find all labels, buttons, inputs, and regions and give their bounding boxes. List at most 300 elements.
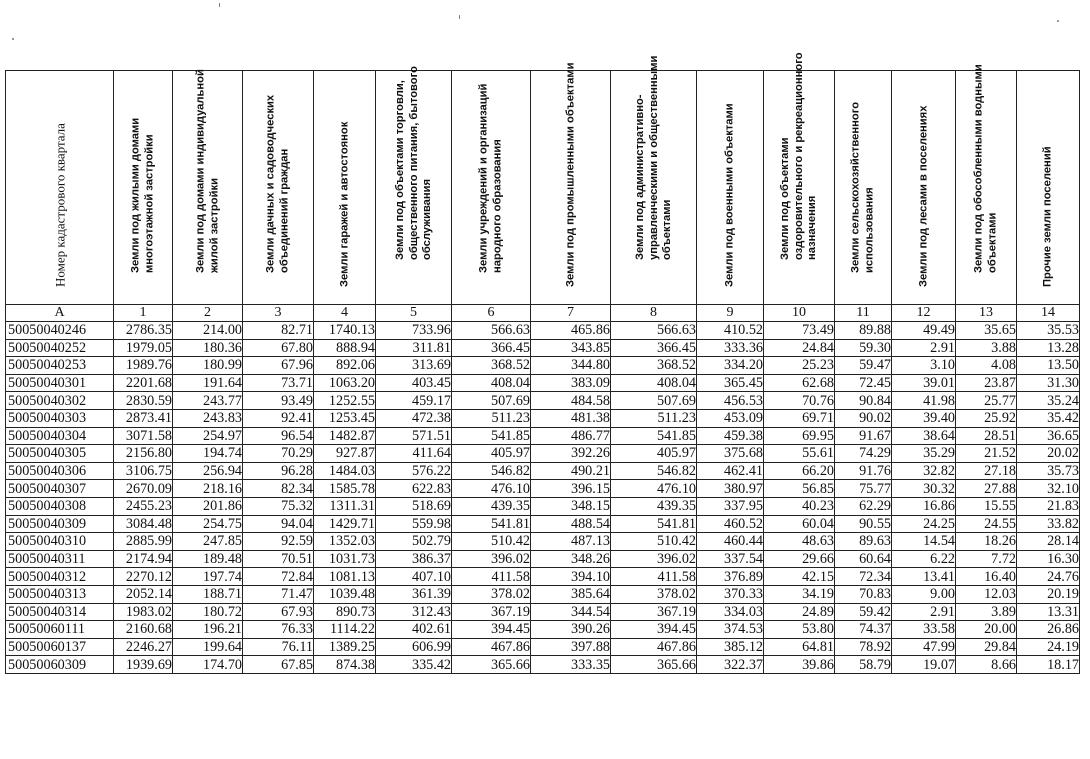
table-row [6,638,1080,656]
cadastral-number-cell: 50050040305 [6,445,114,463]
value-cell: 1979.05 [114,339,173,357]
value-cell: 439.35 [611,497,697,515]
value-cell: 21.52 [956,445,1017,463]
value-cell: 25.77 [956,392,1017,410]
value-cell: 39.01 [892,374,956,392]
header-label: Земли под военными объектами [723,102,736,287]
table-body [6,322,1080,674]
cadastral-number-cell: 50050040312 [6,568,114,586]
value-cell: 41.98 [892,392,956,410]
value-cell: 510.42 [611,533,697,551]
value-cell: 14.54 [892,533,956,551]
value-cell: 71.47 [243,585,314,603]
value-cell: 453.09 [697,409,764,427]
value-cell: 180.99 [173,357,243,375]
scan-speck [12,38,14,40]
value-cell: 256.94 [173,462,243,480]
value-cell: 394.45 [611,621,697,639]
value-cell: 13.50 [1017,357,1080,375]
value-cell: 518.69 [376,497,452,515]
column-index-cell: 2 [173,305,243,322]
value-cell: 390.26 [531,621,611,639]
header-cadastral-number [6,71,114,305]
value-cell: 365.66 [611,656,697,674]
value-cell: 191.64 [173,374,243,392]
value-cell: 405.97 [611,445,697,463]
value-cell: 606.99 [376,638,452,656]
header-row [6,71,1080,305]
value-cell: 3.10 [892,357,956,375]
value-cell: 378.02 [452,585,531,603]
value-cell: 6.22 [892,550,956,568]
value-cell: 35.53 [1017,322,1080,340]
column-index-cell: A [6,305,114,322]
value-cell: 180.36 [173,339,243,357]
value-cell: 337.54 [697,550,764,568]
value-cell: 174.70 [173,656,243,674]
value-cell: 333.35 [531,656,611,674]
value-cell: 368.52 [452,357,531,375]
value-cell: 2201.68 [114,374,173,392]
value-cell: 476.10 [452,480,531,498]
value-cell: 334.20 [697,357,764,375]
value-cell: 58.79 [835,656,892,674]
value-cell: 2830.59 [114,392,173,410]
value-cell: 48.63 [764,533,835,551]
value-cell: 541.85 [452,427,531,445]
table-row [6,409,1080,427]
value-cell: 247.85 [173,533,243,551]
value-cell: 82.71 [243,322,314,340]
header-label: Земли под административно-управленческими и общественными объектами [633,55,673,260]
value-cell: 93.49 [243,392,314,410]
table-row [6,322,1080,340]
value-cell: 566.63 [611,322,697,340]
cadastral-number-cell: 50050040304 [6,427,114,445]
value-cell: 66.20 [764,462,835,480]
value-cell: 484.58 [531,392,611,410]
header-column-13 [956,64,1017,305]
value-cell: 89.88 [835,322,892,340]
value-cell: 24.84 [764,339,835,357]
value-cell: 374.53 [697,621,764,639]
value-cell: 396.15 [531,480,611,498]
value-cell: 459.38 [697,427,764,445]
value-cell: 1252.55 [314,392,376,410]
value-cell: 243.83 [173,409,243,427]
value-cell: 28.51 [956,427,1017,445]
value-cell: 1311.31 [314,497,376,515]
value-cell: 403.45 [376,374,452,392]
value-cell: 18.17 [1017,656,1080,674]
value-cell: 2.91 [892,339,956,357]
value-cell: 39.40 [892,409,956,427]
value-cell: 392.26 [531,445,611,463]
value-cell: 456.53 [697,392,764,410]
column-index-cell: 14 [1017,305,1080,322]
value-cell: 343.85 [531,339,611,357]
value-cell: 62.29 [835,497,892,515]
value-cell: 874.38 [314,656,376,674]
value-cell: 23.87 [956,374,1017,392]
column-index-cell: 9 [697,305,764,322]
value-cell: 30.32 [892,480,956,498]
header-column-11 [835,71,892,305]
value-cell: 1352.03 [314,533,376,551]
value-cell: 402.61 [376,621,452,639]
value-cell: 8.66 [956,656,1017,674]
value-cell: 380.97 [697,480,764,498]
value-cell: 82.34 [243,480,314,498]
value-cell: 2885.99 [114,533,173,551]
value-cell: 90.02 [835,409,892,427]
value-cell: 2246.27 [114,638,173,656]
value-cell: 62.68 [764,374,835,392]
value-cell: 334.03 [697,603,764,621]
value-cell: 20.02 [1017,445,1080,463]
value-cell: 397.88 [531,638,611,656]
value-cell: 197.74 [173,568,243,586]
cadastral-number-cell: 50050040310 [6,533,114,551]
value-cell: 1114.22 [314,621,376,639]
value-cell: 67.93 [243,603,314,621]
value-cell: 2873.41 [114,409,173,427]
cadastral-number-cell: 50050040307 [6,480,114,498]
value-cell: 13.31 [1017,603,1080,621]
column-index-cell: 12 [892,305,956,322]
value-cell: 3106.75 [114,462,173,480]
header-label: Земли гаражей и автостоянок [337,121,350,287]
value-cell: 378.02 [611,585,697,603]
value-cell: 76.11 [243,638,314,656]
value-cell: 67.80 [243,339,314,357]
value-cell: 32.10 [1017,480,1080,498]
value-cell: 370.33 [697,585,764,603]
value-cell: 2174.94 [114,550,173,568]
value-cell: 405.97 [452,445,531,463]
header-label: Земли под лесами в поселениях [916,105,929,287]
value-cell: 16.40 [956,568,1017,586]
value-cell: 386.37 [376,550,452,568]
value-cell: 13.28 [1017,339,1080,357]
value-cell: 511.23 [611,409,697,427]
value-cell: 1063.20 [314,374,376,392]
value-cell: 218.16 [173,480,243,498]
value-cell: 1253.45 [314,409,376,427]
value-cell: 39.86 [764,656,835,674]
column-index-row [6,305,1080,322]
value-cell: 91.76 [835,462,892,480]
value-cell: 27.88 [956,480,1017,498]
value-cell: 1039.48 [314,585,376,603]
value-cell: 1585.78 [314,480,376,498]
cadastral-number-cell: 50050060137 [6,638,114,656]
value-cell: 196.21 [173,621,243,639]
value-cell: 90.84 [835,392,892,410]
value-cell: 408.04 [611,374,697,392]
column-index-cell: 11 [835,305,892,322]
cadastral-number-cell: 50050040303 [6,409,114,427]
value-cell: 2455.23 [114,497,173,515]
value-cell: 460.52 [697,515,764,533]
value-cell: 25.92 [956,409,1017,427]
header-column-12 [892,71,956,305]
value-cell: 20.00 [956,621,1017,639]
value-cell: 180.72 [173,603,243,621]
value-cell: 367.19 [452,603,531,621]
value-cell: 56.85 [764,480,835,498]
value-cell: 368.52 [611,357,697,375]
value-cell: 24.76 [1017,568,1080,586]
value-cell: 35.29 [892,445,956,463]
value-cell: 1740.13 [314,322,376,340]
value-cell: 3084.48 [114,515,173,533]
header-column-1 [114,71,173,305]
value-cell: 64.81 [764,638,835,656]
table-row [6,427,1080,445]
value-cell: 312.43 [376,603,452,621]
value-cell: 322.37 [697,656,764,674]
value-cell: 199.64 [173,638,243,656]
value-cell: 481.38 [531,409,611,427]
value-cell: 96.54 [243,427,314,445]
value-cell: 541.85 [611,427,697,445]
value-cell: 337.95 [697,497,764,515]
table-row [6,445,1080,463]
value-cell: 507.69 [611,392,697,410]
header-label: Земли под объектами оздоровительного и рекреационного назначения [778,51,818,260]
value-cell: 376.89 [697,568,764,586]
value-cell: 35.73 [1017,462,1080,480]
value-cell: 2.91 [892,603,956,621]
value-cell: 15.55 [956,497,1017,515]
value-cell: 576.22 [376,462,452,480]
value-cell: 47.99 [892,638,956,656]
table-row [6,497,1080,515]
column-index-cell: 8 [611,305,697,322]
value-cell: 89.63 [835,533,892,551]
header-label: Земли сельскохозяйственного использования [849,101,875,273]
table-row [6,392,1080,410]
value-cell: 29.66 [764,550,835,568]
value-cell: 18.26 [956,533,1017,551]
value-cell: 70.76 [764,392,835,410]
column-index-cell: 6 [452,305,531,322]
value-cell: 24.89 [764,603,835,621]
value-cell: 73.71 [243,374,314,392]
value-cell: 35.42 [1017,409,1080,427]
table-row [6,656,1080,674]
value-cell: 385.64 [531,585,611,603]
value-cell: 383.09 [531,374,611,392]
cadastral-number-cell: 50050040309 [6,515,114,533]
table-row [6,480,1080,498]
value-cell: 75.32 [243,497,314,515]
value-cell: 72.34 [835,568,892,586]
value-cell: 70.51 [243,550,314,568]
header-column-9 [697,71,764,305]
table-row [6,339,1080,357]
value-cell: 194.74 [173,445,243,463]
value-cell: 487.13 [531,533,611,551]
value-cell: 1389.25 [314,638,376,656]
value-cell: 90.55 [835,515,892,533]
value-cell: 72.84 [243,568,314,586]
value-cell: 214.00 [173,322,243,340]
value-cell: 67.85 [243,656,314,674]
value-cell: 396.02 [452,550,531,568]
value-cell: 96.28 [243,462,314,480]
header-column-14 [1017,71,1080,305]
value-cell: 439.35 [452,497,531,515]
header-column-5 [376,65,452,305]
value-cell: 313.69 [376,357,452,375]
value-cell: 1482.87 [314,427,376,445]
value-cell: 1939.69 [114,656,173,674]
value-cell: 35.65 [956,322,1017,340]
value-cell: 40.23 [764,497,835,515]
value-cell: 541.81 [452,515,531,533]
value-cell: 201.86 [173,497,243,515]
value-cell: 411.64 [376,445,452,463]
value-cell: 375.68 [697,445,764,463]
value-cell: 490.21 [531,462,611,480]
value-cell: 3.89 [956,603,1017,621]
value-cell: 927.87 [314,445,376,463]
cadastral-number-cell: 50050060111 [6,621,114,639]
value-cell: 2052.14 [114,585,173,603]
value-cell: 385.12 [697,638,764,656]
value-cell: 546.82 [611,462,697,480]
value-cell: 407.10 [376,568,452,586]
value-cell: 3071.58 [114,427,173,445]
header-column-6 [452,71,531,305]
table-row [6,621,1080,639]
value-cell: 4.08 [956,357,1017,375]
value-cell: 72.45 [835,374,892,392]
header-label: Земли под промышленными объектами [563,62,576,287]
header-label: Прочие земли поселений [1041,145,1054,287]
value-cell: 69.71 [764,409,835,427]
value-cell: 67.96 [243,357,314,375]
value-cell: 366.45 [452,339,531,357]
cadastral-number-cell: 50050040306 [6,462,114,480]
value-cell: 410.52 [697,322,764,340]
scan-speck [459,15,460,19]
column-index-cell: 10 [764,305,835,322]
value-cell: 2270.12 [114,568,173,586]
value-cell: 92.41 [243,409,314,427]
value-cell: 91.67 [835,427,892,445]
value-cell: 2156.80 [114,445,173,463]
value-cell: 76.33 [243,621,314,639]
value-cell: 411.58 [452,568,531,586]
column-index-cell: 1 [114,305,173,322]
value-cell: 366.45 [611,339,697,357]
value-cell: 2160.68 [114,621,173,639]
header-column-2 [173,71,243,305]
value-cell: 16.30 [1017,550,1080,568]
value-cell: 59.47 [835,357,892,375]
column-index-cell: 13 [956,305,1017,322]
value-cell: 33.58 [892,621,956,639]
value-cell: 571.51 [376,427,452,445]
table-row [6,533,1080,551]
header-label: Земли под жилыми домами многоэтажной застройки [129,117,155,273]
value-cell: 188.71 [173,585,243,603]
value-cell: 462.41 [697,462,764,480]
value-cell: 344.54 [531,603,611,621]
cadastral-number-cell: 50050040301 [6,374,114,392]
value-cell: 546.82 [452,462,531,480]
value-cell: 12.03 [956,585,1017,603]
value-cell: 73.49 [764,322,835,340]
value-cell: 92.59 [243,533,314,551]
value-cell: 94.04 [243,515,314,533]
header-label: Земли дачных и садоводческих объединений граждан [264,94,290,273]
value-cell: 60.64 [835,550,892,568]
cadastral-number-cell: 50050040314 [6,603,114,621]
value-cell: 2670.09 [114,480,173,498]
value-cell: 74.37 [835,621,892,639]
value-cell: 31.30 [1017,374,1080,392]
table-row [6,374,1080,392]
cadastral-number-cell: 50050060309 [6,656,114,674]
cadastral-number-cell: 50050040308 [6,497,114,515]
value-cell: 1429.71 [314,515,376,533]
header-label: Земли под объектами торговли, общественного питания, бытового обслуживания [393,65,433,260]
value-cell: 36.65 [1017,427,1080,445]
value-cell: 29.84 [956,638,1017,656]
cadastral-number-cell: 50050040246 [6,322,114,340]
value-cell: 559.98 [376,515,452,533]
header-label: Номер кадастрового квартала [51,122,67,287]
value-cell: 566.63 [452,322,531,340]
value-cell: 459.17 [376,392,452,410]
value-cell: 888.94 [314,339,376,357]
column-index-cell: 4 [314,305,376,322]
value-cell: 333.36 [697,339,764,357]
value-cell: 7.72 [956,550,1017,568]
header-label: Земли учреждений и организаций народного образования [477,83,503,273]
value-cell: 25.23 [764,357,835,375]
table-row [6,585,1080,603]
value-cell: 361.39 [376,585,452,603]
cadastral-number-cell: 50050040311 [6,550,114,568]
value-cell: 60.04 [764,515,835,533]
value-cell: 488.54 [531,515,611,533]
value-cell: 26.86 [1017,621,1080,639]
header-label: Земли под обособленными водными объектами [972,64,998,273]
scan-speck [1057,20,1059,22]
value-cell: 69.95 [764,427,835,445]
value-cell: 59.30 [835,339,892,357]
value-cell: 74.29 [835,445,892,463]
value-cell: 344.80 [531,357,611,375]
header-column-3 [243,71,314,305]
value-cell: 42.15 [764,568,835,586]
value-cell: 396.02 [611,550,697,568]
value-cell: 38.64 [892,427,956,445]
value-cell: 55.61 [764,445,835,463]
table-row [6,603,1080,621]
value-cell: 476.10 [611,480,697,498]
value-cell: 49.49 [892,322,956,340]
value-cell: 254.97 [173,427,243,445]
value-cell: 16.86 [892,497,956,515]
value-cell: 33.82 [1017,515,1080,533]
value-cell: 9.00 [892,585,956,603]
